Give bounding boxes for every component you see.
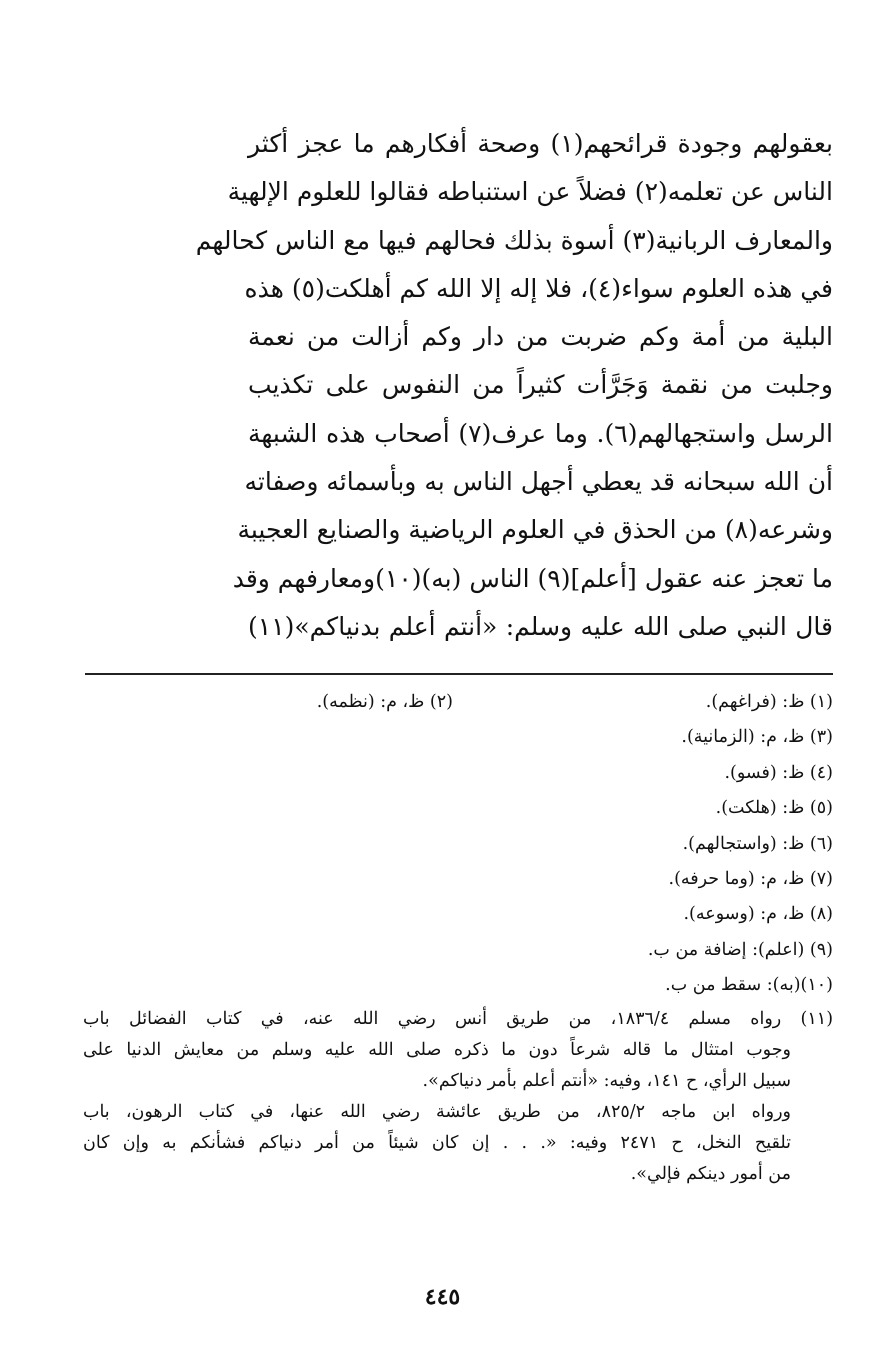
main-text-line: بعقولهم وجودة قرائحهم(١) وصحة أفكارهم ما عجز أكثر xyxy=(248,129,833,158)
footnote-10: (١٠)(به): سقط من ب. xyxy=(665,975,833,996)
footnote-7: (٧) ظ، م: (وما حرفه). xyxy=(668,868,833,889)
footnote-4: (٤) ظ: (فسو). xyxy=(724,762,833,783)
footnote-3: (٣) ظ، م: (الزمانية). xyxy=(681,727,833,748)
footnote-11-line: تلقيح النخل، ح ٢٤٧١ وفيه: «. . . إن كان شيئاً من أمر دنياكم فشأنكم به وإن كان xyxy=(83,1132,791,1153)
footnotes-block xyxy=(83,685,833,1190)
footnote-row xyxy=(83,685,833,720)
main-text-line: والمعارف الربانية(٣) أسوة بذلك فحالهم فيها مع الناس كحالهم xyxy=(195,225,833,255)
footnote-11-line: (١١) رواه مسلم ١٨٣٦/٤، من طريق أنس رضي الله عنه، في كتاب الفضائل باب xyxy=(83,1008,834,1029)
footnote-11-line: وجوب امتثال ما قاله شرعاً دون ما ذكره صلى الله عليه وسلم من معايش الدنيا على xyxy=(83,1039,791,1060)
footnote-11-line: من أمور دينكم فإلي». xyxy=(630,1163,791,1184)
main-text-line: ما تعجز عنه عقول [أعلم](٩) الناس (به)(١٠)ومعارفهم وقد xyxy=(232,563,833,593)
main-text-line: أن الله سبحانه قد يعطي أجهل الناس به وبأسمائه وصفاته xyxy=(244,467,833,497)
footnote-9: (٩) (اعلم): إضافة من ب. xyxy=(647,939,833,960)
footnote-divider xyxy=(85,673,833,675)
footnote-6: (٦) ظ: (واستجالهم). xyxy=(682,833,833,854)
main-text-line: البلية من أمة وكم ضربت من دار وكم أزالت من نعمة xyxy=(248,322,833,352)
main-text-block xyxy=(195,120,833,651)
main-text-line: في هذه العلوم سواء(٤)، فلا إله إلا الله كم أهلكت(٥) هذه xyxy=(244,273,833,303)
footnote-11-line: ورواه ابن ماجه ٨٢٥/٢، من طريق عائشة رضي الله عنها، في كتاب الرهون، باب xyxy=(83,1101,791,1122)
footnote-5: (٥) ظ: (هلكت). xyxy=(715,798,833,819)
footnote-2: (٢) ظ، م: (نظمه). xyxy=(316,692,453,712)
main-text-line: الرسل واستجهالهم(٦). وما عرف(٧) أصحاب هذه الشبهة xyxy=(248,418,833,448)
footnote-11-line: سبيل الرأي، ح ١٤١، وفيه: «أنتم أعلم بأمر دنياكم». xyxy=(422,1070,791,1091)
footnote-11 xyxy=(83,1004,833,1190)
main-text-line: الناس عن تعلمه(٢) فضلاً عن استنباطه فقالوا للعلوم الإلهية xyxy=(227,177,833,207)
footnote-1: (١) ظ: (فراغهم). xyxy=(705,692,833,712)
main-text-line: وجلبت من نقمة وَجَرَّأت كثيراً من النفوس على تكذيب xyxy=(248,370,833,400)
footnote-8: (٨) ظ، م: (وسوعه). xyxy=(683,904,833,925)
main-text-line: قال النبي صلى الله عليه وسلم: «أنتم أعلم بدنياكم»(١١) xyxy=(248,611,833,641)
main-text-line: وشرعه(٨) من الحذق في العلوم الرياضية والصنايع العجيبة xyxy=(237,515,833,545)
page-number: ٤٤٥ xyxy=(424,1284,461,1310)
